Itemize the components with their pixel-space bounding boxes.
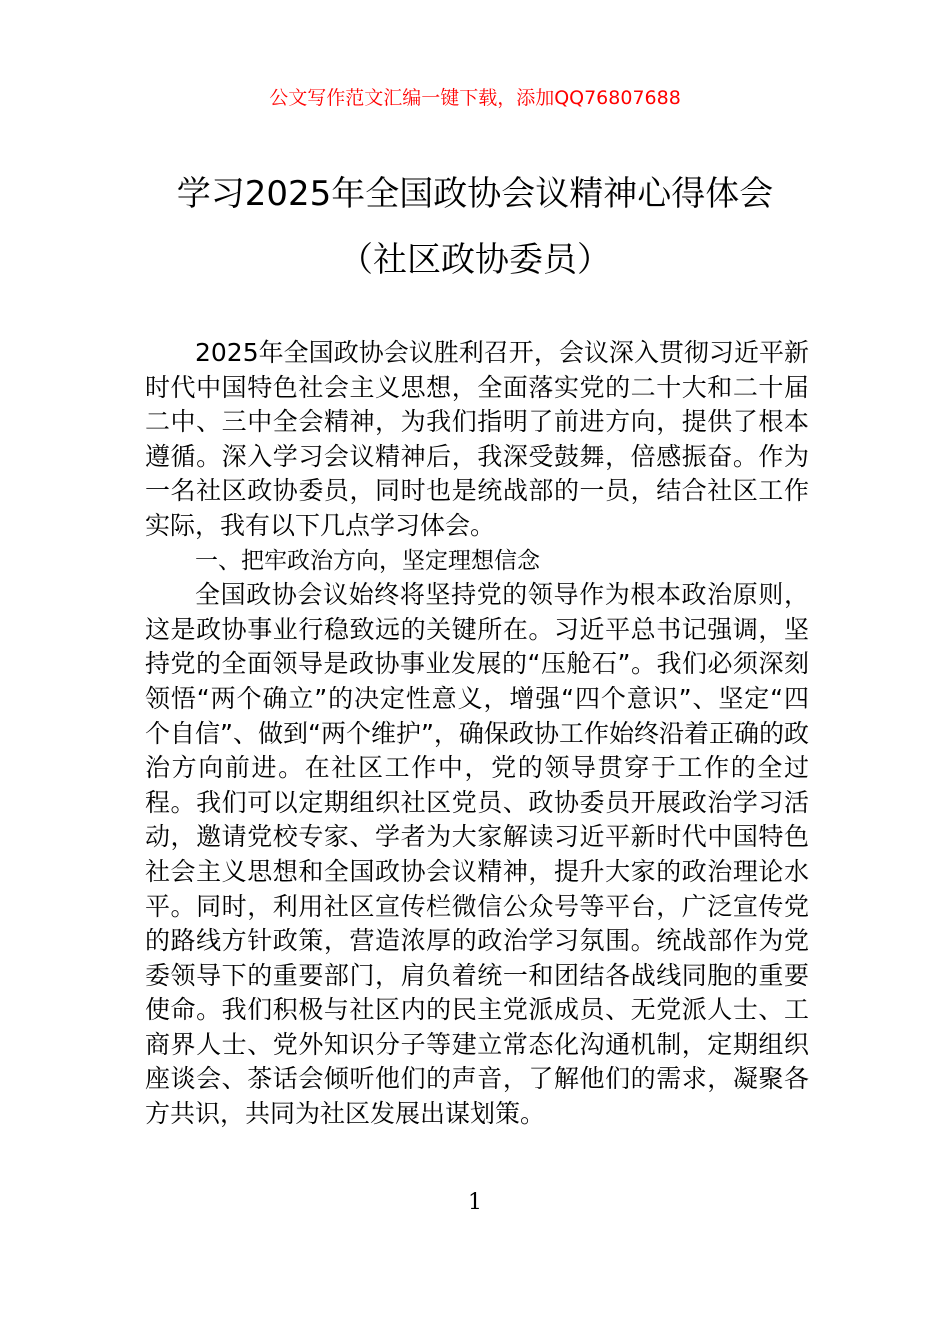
intro-paragraph: 2025年全国政协会议胜利召开，会议深入贯彻习近平新时代中国特色社会主义思想，全面落实党的二十大和二十届二中、三中全会精神，为我们指明了前进方向，提供了根本遵循。深入学习会议精神后，我深受鼓舞，倍感振奋。作为一名社区政协委员，同时也是统战部的一员，结合社区工作实际，我有以下几点学习体会。	[145, 338, 809, 540]
section-heading-1: 一、把牢政治方向，坚定理想信念	[195, 547, 540, 574]
watermark-text: 公文写作范文汇编一键下载，添加QQ76807688	[269, 87, 681, 109]
page-number: 1	[468, 1190, 482, 1215]
section-1-paragraph: 全国政协会议始终将坚持党的领导作为根本政治原则，这是政协事业行稳致远的关键所在。习近平总书记强调，坚持党的全面领导是政协事业发展的“压舱石”。我们必须深刻领悟“两个确立”的决定性意义，增强“四个意识”、坚定“四个自信”、做到“两个维护”，确保政协工作始终沿着正确的政治方向前进。在社区工作中，党的领导贯穿于工作的全过程。我们可以定期组织社区党员、政协委员开展政治学习活动，邀请党校专家、学者为大家解读习近平新时代中国特色社会主义思想和全国政协会议精神，提升大家的政治理论水平。同时，利用社区宣传栏微信公众号等平台，广泛宣传党的路线方针政策，营造浓厚的政治学习氛围。统战部作为党委领导下的重要部门，肩负着统一和团结各战线同胞的重要使命。我们积极与社区内的民主党派成员、无党派人士、工商界人士、党外知识分子等建立常态化沟通机制，定期组织座谈会、茶话会倾听他们的声音，了解他们的需求，凝聚各方共识，共同为社区发展出谋划策。	[145, 580, 809, 1129]
document-title: 学习2025年全国政协会议精神心得体会	[176, 174, 774, 214]
document-body	[145, 336, 809, 1132]
document-subtitle: （社区政协委员）	[339, 240, 611, 280]
